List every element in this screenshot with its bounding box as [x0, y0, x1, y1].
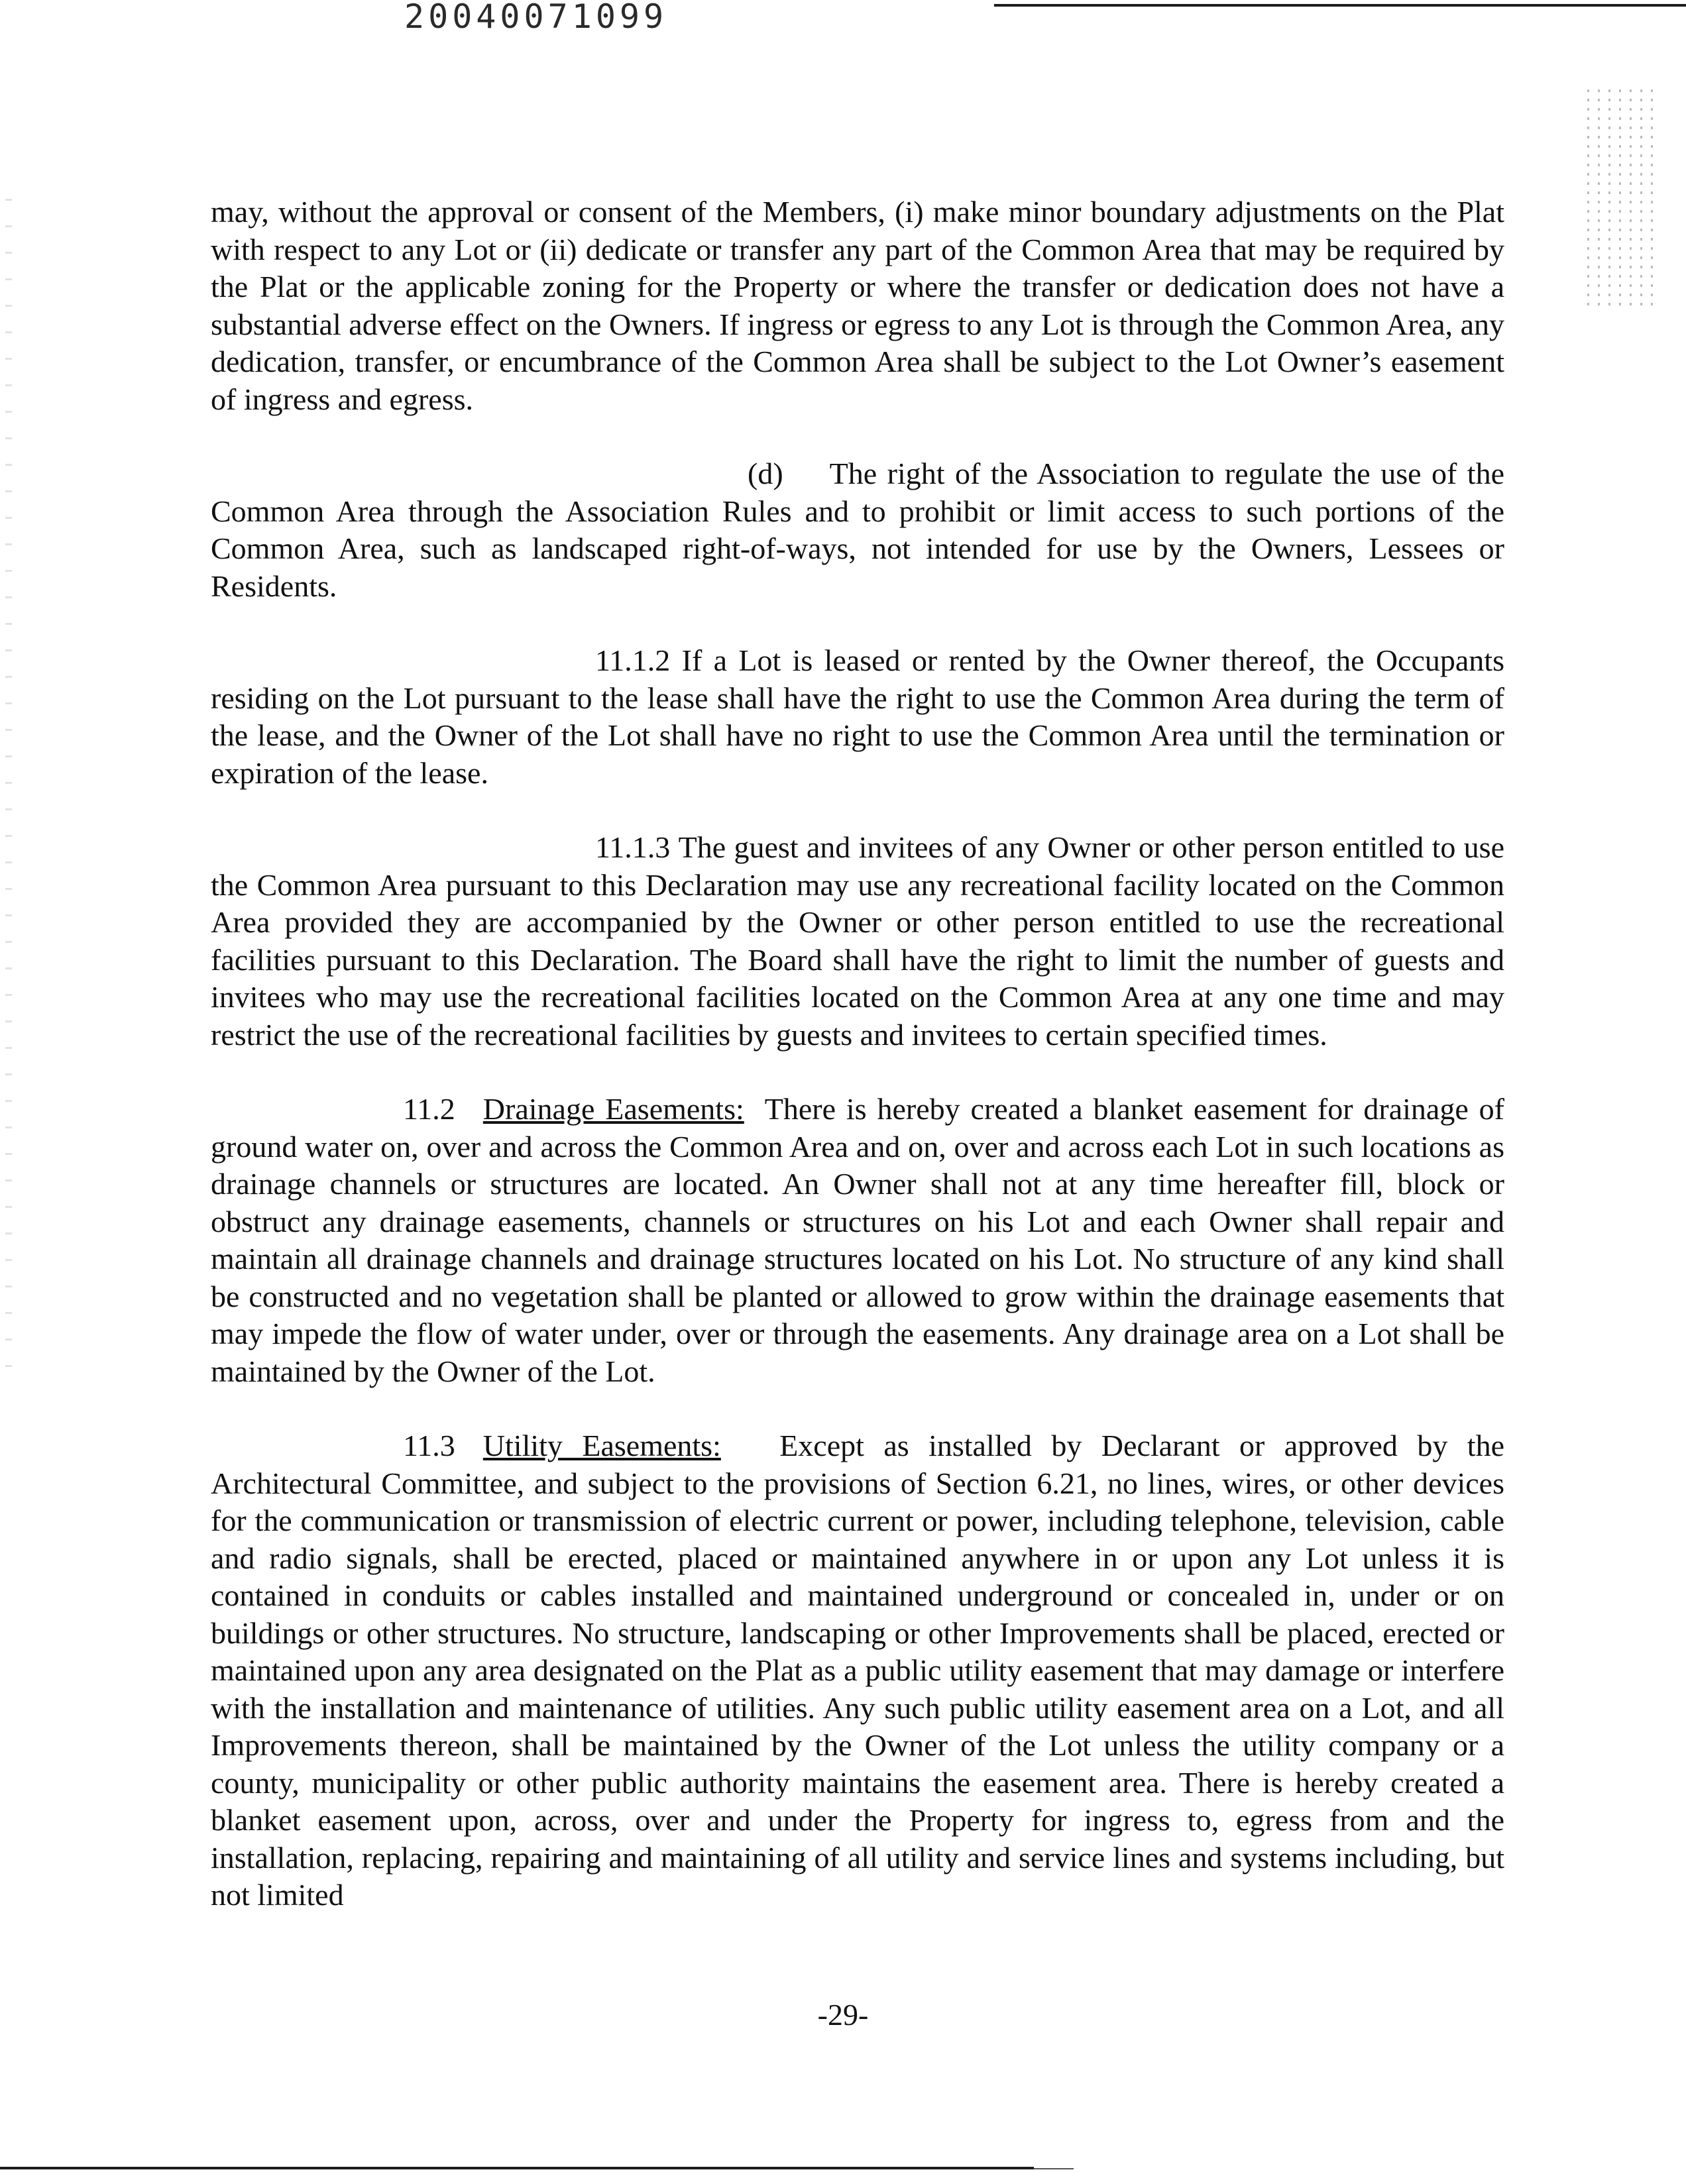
paragraph-continuation: [211, 193, 1504, 418]
paragraph-text: may, without the approval or consent of the Members, (i) make minor boundary adjustments on the Plat with respect to any Lot or (ii) dedicate or transfer any part of the Common Area that may be required by the Plat or the applicable zoning for the Property or where the transfer or dedication does not have a substantial adverse effect on the Owners. If ingress or egress to any Lot is through the Common Area, any dedication, transfer, or encumbrance of the Common Area shall be subject to the Lot Owner’s easement of ingress and egress.: [211, 195, 1504, 416]
paragraph-11-3: [211, 1427, 1504, 1914]
paragraph-11-1-2: [211, 642, 1504, 792]
paragraph-subsection-d: [211, 455, 1504, 605]
paragraph-text: There is hereby created a blanket easement for drainage of ground water on, over and across the Common Area and on, over and across each Lot in such locations as drainage channels or structures are located. An Owner shall not at any time hereafter fill, block or obstruct any drainage easements, channels or structures on his Lot and each Owner shall repair and maintain all drainage channels and drainage structures located on his Lot. No structure of any kind shall be constructed and no vegetation shall be planted or allowed to grow within the drainage easements that may impede the flow of water under, over or through the easements. Any drainage area on a Lot shall be maintained by the Owner of the Lot.: [211, 1092, 1504, 1388]
section-heading: Drainage Easements:: [482, 1092, 744, 1126]
paragraph-text: Except as installed by Declarant or approved by the Architectural Committee, and subject to the provisions of Section 6.21, no lines, wires, or other devices for the communication or transmission of electric current or power, including telephone, television, cable and radio signals, shall be erected, placed or maintained anywhere in or upon any Lot unless it is contained in conduits or cables installed and maintained underground or concealed in, under or on buildings or other structures. No structure, landscaping or other Improvements shall be placed, erected or maintained upon any area designated on the Plat as a public utility easement that may damage or interfere with the installation and maintenance of utilities. Any such public utility easement area on a Lot, and all Improvements thereon, shall be maintained by the Owner of the Lot unless the utility company or a county, municipality or other public authority maintains the easement area. There is hereby created a blanket easement upon, across, over and under the Property for ingress to, egress from and the installation, replacing, repairing and maintaining of all utility and service lines and systems including, but not limited: [211, 1429, 1504, 1912]
section-heading: Utility Easements:: [482, 1429, 721, 1462]
subsection-label: (d): [748, 457, 783, 490]
section-number: 11.1.3: [595, 830, 671, 864]
bottom-rule: [0, 2167, 1034, 2169]
page-number: -29-: [817, 1998, 869, 2032]
document-body: [211, 193, 1504, 1951]
section-number: 11.3: [403, 1429, 455, 1462]
paragraph-11-2: [211, 1091, 1504, 1390]
paragraph-text: The right of the Association to regulate the use of the Common Area through the Association Rules and to prohibit or limit access to such portions of the Common Area, such as landscaped right-of-ways, not intended for use by the Owners, Lessees or Residents.: [211, 457, 1504, 603]
section-number: 11.1.2: [595, 643, 671, 677]
paragraph-text: The guest and invitees of any Owner or other person entitled to use the Common Area pursuant to this Declaration may use any recreational facility located on the Common Area provided they are accompanied by the Owner or other person entitled to use the recreational facilities pursuant to this Declaration. The Board shall have the right to limit the number of guests and invitees who may use the recreational facilities located on the Common Area at any one time and may restrict the use of the recreational facilities by guests and invitees to certain specified times.: [211, 830, 1505, 1052]
margin-scan-marks: [1587, 89, 1654, 308]
section-number: 11.2: [403, 1092, 455, 1126]
paragraph-11-1-3: [211, 829, 1504, 1054]
paragraph-text: If a Lot is leased or rented by the Owner thereof, the Occupants residing on the Lot pursuant to the lease shall have the right to use the Common Area during the term of the lease, and the Owner of the Lot shall have no right to use the Common Area until the termination or expiration of the lease.: [211, 643, 1504, 790]
top-rule: [994, 4, 1686, 7]
left-scan-specks: [5, 199, 12, 1392]
bottom-rule-tail: [1034, 2168, 1074, 2169]
document-number: 20040071099: [404, 0, 668, 36]
